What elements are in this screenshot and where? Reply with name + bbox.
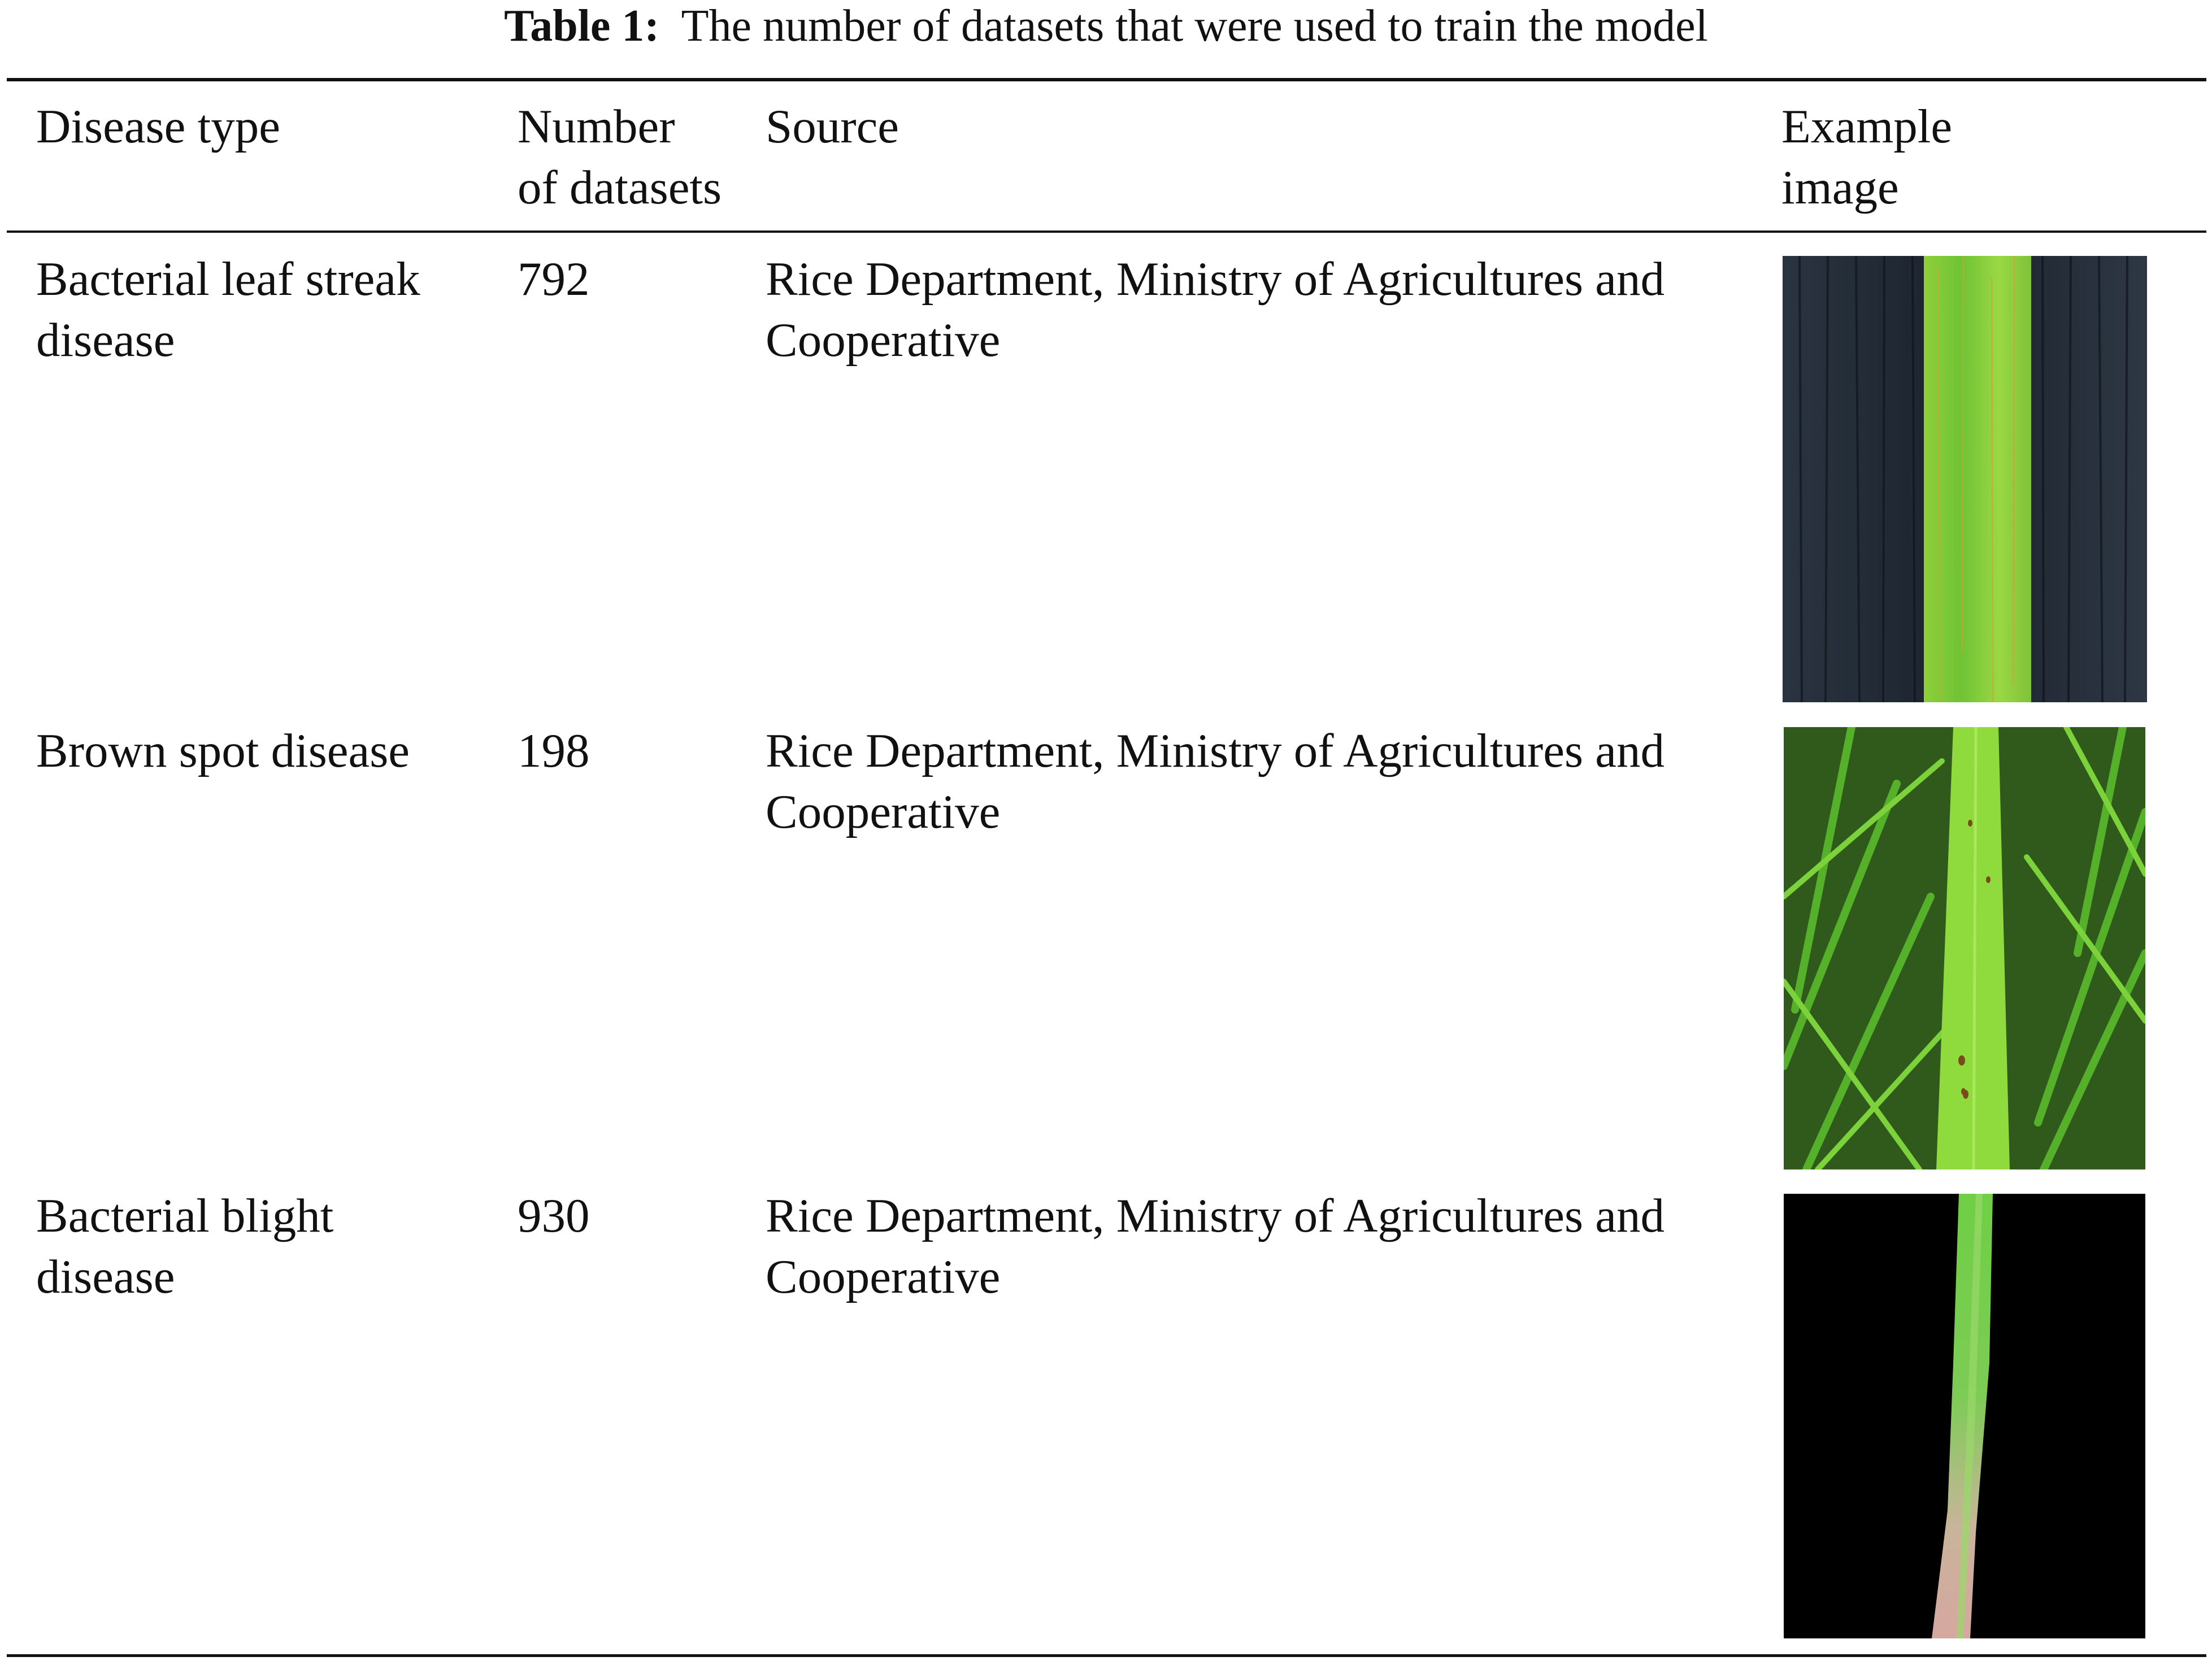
disease-name-line1: Bacterial leaf streak [36, 253, 420, 306]
table-row-source [766, 720, 1665, 842]
header-rule [7, 231, 2206, 233]
source-line1: Rice Department, Ministry of Agricultures and [766, 253, 1665, 306]
disease-name-line1: Bacterial blight [36, 1189, 334, 1242]
header-example-line2: image [1781, 161, 1899, 214]
table-row-source [766, 1185, 1665, 1307]
disease-name-line2: disease [36, 314, 175, 367]
source-line1: Rice Department, Ministry of Agricultures and [766, 1189, 1665, 1242]
table-row-disease [36, 720, 410, 781]
source-line2: Cooperative [766, 314, 1001, 367]
disease-name-line1: Brown spot disease [36, 724, 410, 777]
source-line1: Rice Department, Ministry of Agricultures and [766, 724, 1665, 777]
table-row-count: 792 [518, 253, 590, 306]
header-example-image [1781, 96, 1952, 218]
table-row-count: 198 [518, 724, 590, 777]
table-row-disease [36, 1185, 333, 1307]
table-caption-text: The number of datasets that were used to train the model [681, 1, 1708, 51]
table-row-source [766, 249, 1665, 371]
header-number [518, 96, 722, 218]
disease-name-line2: disease [36, 1250, 175, 1303]
table-row-count: 930 [518, 1189, 590, 1242]
bottom-rule [7, 1654, 2206, 1657]
header-source: Source [766, 100, 899, 153]
source-line2: Cooperative [766, 1250, 1001, 1303]
header-number-line1: Number [518, 100, 675, 153]
table-row-disease [36, 249, 420, 371]
header-example-line1: Example [1781, 100, 1953, 153]
top-rule [7, 78, 2206, 81]
header-number-line2: of datasets [518, 161, 722, 214]
header-disease-type: Disease type [36, 100, 280, 153]
source-line2: Cooperative [766, 785, 1001, 838]
rice-leaf-blight-photo-icon [1784, 1194, 2145, 1638]
rice-leaf-streak-photo-icon [1783, 256, 2147, 702]
rice-leaf-brown-spot-photo-icon [1784, 727, 2145, 1169]
table-caption [0, 0, 2212, 53]
table-label: Table 1: [504, 1, 660, 51]
